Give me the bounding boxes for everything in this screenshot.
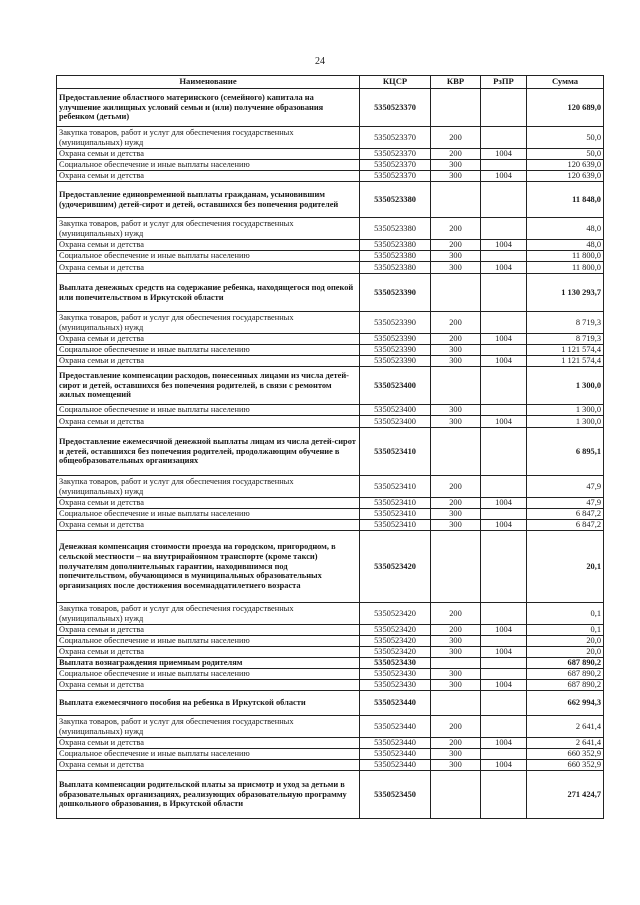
cell-rzpr	[481, 405, 527, 416]
cell-rzpr: 1004	[481, 625, 527, 636]
cell-kcsr: 5350523390	[360, 334, 431, 345]
cell-kvr: 300	[431, 680, 481, 691]
cell-kvr: 200	[431, 625, 481, 636]
table-row	[57, 509, 604, 520]
table-row	[57, 149, 604, 160]
column-header-kvr: КВР	[431, 76, 481, 89]
cell-sum: 6 847,2	[527, 509, 604, 520]
cell-rzpr: 1004	[481, 760, 527, 771]
table-row	[57, 345, 604, 356]
cell-kvr	[431, 771, 481, 819]
cell-kcsr: 5350523390	[360, 312, 431, 334]
cell-sum: 687 890,2	[527, 658, 604, 669]
cell-sum: 47,9	[527, 476, 604, 498]
cell-rzpr	[481, 603, 527, 625]
cell-kcsr: 5350523380	[360, 182, 431, 218]
table-row	[57, 160, 604, 171]
cell-name: Охрана семьи и детства	[57, 647, 360, 658]
cell-kcsr: 5350523370	[360, 160, 431, 171]
cell-sum: 120 689,0	[527, 89, 604, 127]
cell-kvr	[431, 182, 481, 218]
cell-name: Охрана семьи и детства	[57, 498, 360, 509]
cell-sum: 687 890,2	[527, 680, 604, 691]
cell-sum: 271 424,7	[527, 771, 604, 819]
cell-name: Закупка товаров, работ и услуг для обеспечения государственных (муниципальных) нужд	[57, 716, 360, 738]
cell-kcsr: 5350523440	[360, 760, 431, 771]
cell-kcsr: 5350523450	[360, 771, 431, 819]
cell-name: Социальное обеспечение и иные выплаты населению	[57, 749, 360, 760]
table-row	[57, 603, 604, 625]
cell-sum: 48,0	[527, 218, 604, 240]
cell-rzpr	[481, 127, 527, 149]
cell-kvr: 200	[431, 218, 481, 240]
cell-kcsr: 5350523420	[360, 603, 431, 625]
cell-kcsr: 5350523440	[360, 716, 431, 738]
cell-name: Охрана семьи и детства	[57, 520, 360, 531]
cell-rzpr	[481, 509, 527, 520]
cell-sum: 120 639,0	[527, 171, 604, 182]
table-row	[57, 760, 604, 771]
cell-rzpr	[481, 716, 527, 738]
cell-kcsr: 5350523410	[360, 498, 431, 509]
cell-rzpr	[481, 476, 527, 498]
cell-kcsr: 5350523410	[360, 509, 431, 520]
table-row	[57, 476, 604, 498]
cell-rzpr: 1004	[481, 738, 527, 749]
cell-kvr: 300	[431, 647, 481, 658]
cell-rzpr: 1004	[481, 498, 527, 509]
cell-kcsr: 5350523420	[360, 531, 431, 603]
cell-name: Социальное обеспечение и иные выплаты населению	[57, 251, 360, 262]
cell-name: Предоставление компенсации расходов, понесенных лицами из числа детей-сирот и детей, оставшихся без попечения родителей, в связи с ремонтом жилых помещений	[57, 367, 360, 405]
cell-kvr: 300	[431, 345, 481, 356]
cell-name: Социальное обеспечение и иные выплаты населению	[57, 636, 360, 647]
table-row	[57, 647, 604, 658]
cell-name: Охрана семьи и детства	[57, 171, 360, 182]
table-row	[57, 405, 604, 416]
cell-kcsr: 5350523400	[360, 405, 431, 416]
cell-sum: 1 300,0	[527, 416, 604, 428]
table-row	[57, 749, 604, 760]
cell-kvr: 200	[431, 240, 481, 251]
cell-rzpr	[481, 345, 527, 356]
table-body	[57, 89, 604, 819]
cell-kcsr: 5350523380	[360, 218, 431, 240]
cell-sum: 20,0	[527, 636, 604, 647]
table-row	[57, 218, 604, 240]
table-row	[57, 498, 604, 509]
cell-sum: 47,9	[527, 498, 604, 509]
cell-rzpr: 1004	[481, 680, 527, 691]
cell-kcsr: 5350523410	[360, 476, 431, 498]
cell-name: Охрана семьи и детства	[57, 240, 360, 251]
cell-kcsr: 5350523370	[360, 127, 431, 149]
cell-kvr: 300	[431, 251, 481, 262]
column-header-kcsr: КЦСР	[360, 76, 431, 89]
cell-sum: 50,0	[527, 127, 604, 149]
cell-rzpr	[481, 771, 527, 819]
cell-name: Социальное обеспечение и иные выплаты населению	[57, 345, 360, 356]
cell-kvr	[431, 274, 481, 312]
cell-kcsr: 5350523430	[360, 669, 431, 680]
cell-kcsr: 5350523440	[360, 691, 431, 716]
cell-kcsr: 5350523410	[360, 428, 431, 476]
cell-sum: 11 800,0	[527, 262, 604, 274]
cell-sum: 2 641,4	[527, 738, 604, 749]
cell-kvr: 300	[431, 520, 481, 531]
cell-name: Закупка товаров, работ и услуг для обеспечения государственных (муниципальных) нужд	[57, 603, 360, 625]
cell-sum: 1 300,0	[527, 367, 604, 405]
cell-kvr: 200	[431, 603, 481, 625]
table-row	[57, 89, 604, 127]
table-row	[57, 716, 604, 738]
cell-name: Закупка товаров, работ и услуг для обеспечения государственных (муниципальных) нужд	[57, 127, 360, 149]
table-row	[57, 274, 604, 312]
cell-sum: 20,0	[527, 647, 604, 658]
cell-sum: 8 719,3	[527, 334, 604, 345]
cell-kcsr: 5350523380	[360, 240, 431, 251]
cell-kcsr: 5350523390	[360, 356, 431, 367]
cell-sum: 1 121 574,4	[527, 345, 604, 356]
table-row	[57, 240, 604, 251]
cell-name: Выплата ежемесячного пособия на ребенка в Иркутской области	[57, 691, 360, 716]
cell-name: Выплата вознаграждения приемным родителям	[57, 658, 360, 669]
cell-kcsr: 5350523380	[360, 251, 431, 262]
cell-rzpr: 1004	[481, 240, 527, 251]
cell-rzpr	[481, 658, 527, 669]
budget-table	[56, 75, 604, 819]
cell-kvr: 200	[431, 498, 481, 509]
table-row	[57, 182, 604, 218]
cell-kvr: 200	[431, 312, 481, 334]
cell-sum: 11 848,0	[527, 182, 604, 218]
cell-sum: 11 800,0	[527, 251, 604, 262]
cell-rzpr	[481, 89, 527, 127]
cell-sum: 1 300,0	[527, 405, 604, 416]
cell-kvr: 200	[431, 127, 481, 149]
table-row	[57, 367, 604, 405]
cell-kcsr: 5350523430	[360, 680, 431, 691]
cell-name: Закупка товаров, работ и услуг для обеспечения государственных (муниципальных) нужд	[57, 312, 360, 334]
table-row	[57, 428, 604, 476]
cell-rzpr: 1004	[481, 149, 527, 160]
cell-kcsr: 5350523400	[360, 416, 431, 428]
cell-sum: 1 130 293,7	[527, 274, 604, 312]
cell-rzpr	[481, 218, 527, 240]
cell-name: Предоставление ежемесячной денежной выплаты лицам из числа детей-сирот и детей, оставшихся без попечения родителей, продолжающим обучение в общеобразовательных организациях	[57, 428, 360, 476]
cell-name: Охрана семьи и детства	[57, 356, 360, 367]
cell-kcsr: 5350523420	[360, 636, 431, 647]
table-row	[57, 251, 604, 262]
cell-name: Социальное обеспечение и иные выплаты населению	[57, 405, 360, 416]
cell-kvr: 300	[431, 356, 481, 367]
cell-kvr: 300	[431, 636, 481, 647]
cell-sum: 120 639,0	[527, 160, 604, 171]
cell-kvr: 300	[431, 405, 481, 416]
cell-kcsr: 5350523430	[360, 658, 431, 669]
table-row	[57, 691, 604, 716]
cell-kcsr: 5350523370	[360, 149, 431, 160]
table-row	[57, 416, 604, 428]
cell-name: Охрана семьи и детства	[57, 149, 360, 160]
cell-sum: 50,0	[527, 149, 604, 160]
table-row	[57, 312, 604, 334]
page-number: 24	[315, 56, 325, 67]
cell-kcsr: 5350523440	[360, 749, 431, 760]
cell-name: Охрана семьи и детства	[57, 680, 360, 691]
table-row	[57, 262, 604, 274]
table-row	[57, 636, 604, 647]
cell-sum: 0,1	[527, 603, 604, 625]
cell-name: Охрана семьи и детства	[57, 625, 360, 636]
cell-kvr: 300	[431, 749, 481, 760]
cell-kvr: 300	[431, 760, 481, 771]
cell-name: Выплата компенсации родительской платы за присмотр и уход за детьми в образовательных организациях, реализующих образовательную программу дошкольного образования, в Иркутской области	[57, 771, 360, 819]
cell-rzpr: 1004	[481, 647, 527, 658]
cell-name: Социальное обеспечение и иные выплаты населению	[57, 160, 360, 171]
cell-kcsr: 5350523390	[360, 274, 431, 312]
cell-sum: 20,1	[527, 531, 604, 603]
table-row	[57, 171, 604, 182]
table-row	[57, 356, 604, 367]
cell-kvr	[431, 428, 481, 476]
cell-kvr: 200	[431, 716, 481, 738]
cell-name: Охрана семьи и детства	[57, 760, 360, 771]
cell-sum: 6 847,2	[527, 520, 604, 531]
cell-sum: 662 994,3	[527, 691, 604, 716]
cell-rzpr	[481, 749, 527, 760]
cell-rzpr: 1004	[481, 356, 527, 367]
cell-kvr: 200	[431, 476, 481, 498]
table-row	[57, 669, 604, 680]
table-row	[57, 658, 604, 669]
cell-kvr	[431, 658, 481, 669]
cell-kvr	[431, 367, 481, 405]
cell-rzpr	[481, 367, 527, 405]
cell-rzpr: 1004	[481, 520, 527, 531]
cell-kvr: 200	[431, 738, 481, 749]
cell-kvr: 300	[431, 509, 481, 520]
cell-kvr: 200	[431, 149, 481, 160]
cell-sum: 660 352,9	[527, 749, 604, 760]
cell-name: Социальное обеспечение и иные выплаты населению	[57, 509, 360, 520]
cell-kvr: 300	[431, 416, 481, 428]
table-row	[57, 680, 604, 691]
cell-name: Охрана семьи и детства	[57, 334, 360, 345]
cell-kcsr: 5350523410	[360, 520, 431, 531]
cell-rzpr	[481, 428, 527, 476]
cell-rzpr: 1004	[481, 262, 527, 274]
cell-rzpr	[481, 312, 527, 334]
cell-kcsr: 5350523390	[360, 345, 431, 356]
cell-name: Предоставление областного материнского (семейного) капитала на улучшение жилищных условий семьи и (или) получение образования ребенком (детьми)	[57, 89, 360, 127]
table-row	[57, 738, 604, 749]
cell-sum: 2 641,4	[527, 716, 604, 738]
cell-sum: 6 895,1	[527, 428, 604, 476]
cell-rzpr: 1004	[481, 171, 527, 182]
cell-kcsr: 5350523440	[360, 738, 431, 749]
cell-name: Денежная компенсация стоимости проезда на городском, пригородном, в сельской местности – на внутрирайонном транспорте (кроме такси) получателям дополнительных гарантии, находившимся под попечительством, обучающимся в муниципальных образовательных организациях после достижения восемнадцатилетнего возраста	[57, 531, 360, 603]
cell-rzpr	[481, 251, 527, 262]
cell-kvr	[431, 691, 481, 716]
cell-kcsr: 5350523420	[360, 647, 431, 658]
cell-rzpr: 1004	[481, 416, 527, 428]
cell-rzpr	[481, 691, 527, 716]
cell-rzpr	[481, 274, 527, 312]
cell-rzpr	[481, 160, 527, 171]
table-row	[57, 625, 604, 636]
cell-kcsr: 5350523420	[360, 625, 431, 636]
cell-name: Предоставление единовременной выплаты гражданам, усыновившим (удочерившим) детей-сирот и детей, оставшихся без попечения родителей	[57, 182, 360, 218]
cell-sum: 0,1	[527, 625, 604, 636]
cell-rzpr	[481, 669, 527, 680]
cell-name: Социальное обеспечение и иные выплаты населению	[57, 669, 360, 680]
cell-kvr: 300	[431, 262, 481, 274]
cell-rzpr: 1004	[481, 334, 527, 345]
cell-name: Закупка товаров, работ и услуг для обеспечения государственных (муниципальных) нужд	[57, 218, 360, 240]
column-header-name: Наименование	[57, 76, 360, 89]
table-row	[57, 520, 604, 531]
table-row	[57, 334, 604, 345]
cell-kvr: 300	[431, 160, 481, 171]
cell-rzpr	[481, 182, 527, 218]
cell-sum: 48,0	[527, 240, 604, 251]
cell-kcsr: 5350523370	[360, 89, 431, 127]
cell-kvr	[431, 89, 481, 127]
cell-name: Закупка товаров, работ и услуг для обеспечения государственных (муниципальных) нужд	[57, 476, 360, 498]
cell-name: Охрана семьи и детства	[57, 416, 360, 428]
cell-sum: 660 352,9	[527, 760, 604, 771]
cell-name: Охрана семьи и детства	[57, 738, 360, 749]
column-header-sum: Сумма	[527, 76, 604, 89]
cell-kvr: 300	[431, 669, 481, 680]
cell-kcsr: 5350523380	[360, 262, 431, 274]
cell-sum: 8 719,3	[527, 312, 604, 334]
cell-kvr	[431, 531, 481, 603]
cell-kcsr: 5350523400	[360, 367, 431, 405]
cell-rzpr	[481, 531, 527, 603]
column-header-rzpr: РзПР	[481, 76, 527, 89]
table-row	[57, 531, 604, 603]
cell-sum: 687 890,2	[527, 669, 604, 680]
cell-kvr: 200	[431, 334, 481, 345]
cell-name: Охрана семьи и детства	[57, 262, 360, 274]
cell-sum: 1 121 574,4	[527, 356, 604, 367]
cell-kvr: 300	[431, 171, 481, 182]
cell-rzpr	[481, 636, 527, 647]
cell-kcsr: 5350523370	[360, 171, 431, 182]
table-header-row	[57, 76, 604, 89]
cell-name: Выплата денежных средств на содержание ребенка, находящегося под опекой или попечительством в Иркутской области	[57, 274, 360, 312]
table-row	[57, 127, 604, 149]
table-row	[57, 771, 604, 819]
